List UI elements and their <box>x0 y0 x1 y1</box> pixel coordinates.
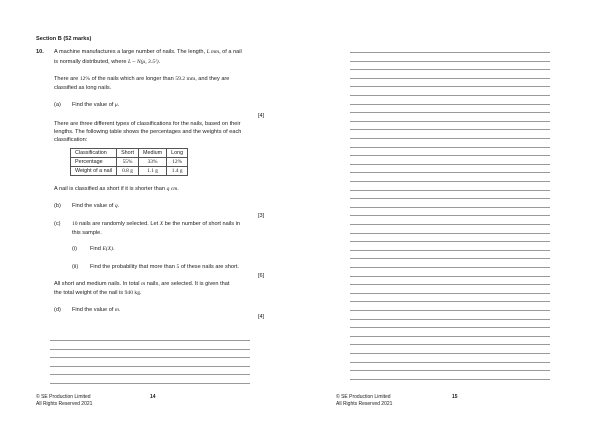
question-intro-line2: is normally distributed, where L ~ N(μ, 3.5²). <box>54 59 161 65</box>
table-cell: 0.8 g <box>117 167 139 176</box>
answer-line <box>350 69 550 70</box>
long-nails-line1: There are 12% of the nails which are longer than 59.2 mm, and they are <box>54 76 230 82</box>
answer-line <box>350 52 550 53</box>
answer-line <box>350 293 550 294</box>
table-cell: 12% <box>167 158 188 167</box>
answer-line <box>350 155 550 156</box>
part-d-text: Find the value of m. <box>72 307 121 313</box>
answer-line <box>350 241 550 242</box>
answer-line <box>50 340 250 341</box>
answer-line <box>350 301 550 302</box>
table-cell: Weight of a nail <box>71 167 117 176</box>
short-nail-definition: A nail is classified as short if it is shorter than q cm. <box>54 186 179 192</box>
part-a-text: Find the value of μ. <box>72 102 120 108</box>
answer-line <box>350 95 550 96</box>
footer-copyright: © SE Production Limited <box>36 394 91 400</box>
table-header-cell: Long <box>167 149 188 158</box>
answer-line <box>50 374 250 375</box>
classification-para-line2: lengths. The following table shows the percentages and the weights of each <box>54 129 242 135</box>
table-cell: 33% <box>138 158 166 167</box>
table-header-cell: Medium <box>138 149 166 158</box>
table-cell: 55% <box>117 158 139 167</box>
footer-rights: All Rights Reserved 2021 <box>336 401 393 407</box>
answer-line <box>350 190 550 191</box>
question-intro-line1: A machine manufactures a large number of nails. The length, L mm, of a nail <box>54 49 242 55</box>
table-cell: 1.4 g <box>167 167 188 176</box>
answer-line <box>350 258 550 259</box>
table-row <box>71 158 188 167</box>
answer-line <box>50 349 250 350</box>
answer-line <box>50 366 250 367</box>
answer-line <box>350 181 550 182</box>
answer-line <box>350 276 550 277</box>
part-c-line2: this sample. <box>72 230 102 236</box>
part-ci-text: Find E(X). <box>90 246 115 252</box>
answer-line <box>350 250 550 251</box>
part-b-marks: [3] <box>258 213 265 219</box>
answer-line <box>50 357 250 358</box>
part-cii-label: (ii) <box>72 264 79 270</box>
table-cell: 1.1 g <box>138 167 166 176</box>
footer-copyright: © SE Production Limited <box>336 394 391 400</box>
answer-line <box>350 362 550 363</box>
table-cell: Percentage <box>71 158 117 167</box>
answer-line <box>50 383 250 384</box>
weight-para-line2: the total weight of the nail is 940 kg. <box>54 290 142 296</box>
section-title: Section B (52 marks) <box>36 36 92 42</box>
answer-line <box>350 319 550 320</box>
answer-line <box>350 344 550 345</box>
part-a-marks: [4] <box>258 113 265 119</box>
answer-line <box>350 284 550 285</box>
answer-line <box>350 327 550 328</box>
answer-line <box>350 267 550 268</box>
question-number: 10. <box>36 49 44 55</box>
part-cii-text: Find the probability that more than 5 of these nails are short. <box>90 264 239 270</box>
part-b-text: Find the value of q. <box>72 203 120 209</box>
answer-line <box>350 147 550 148</box>
answer-line <box>350 112 550 113</box>
table-header-cell: Classification <box>71 149 117 158</box>
table-header-row <box>71 149 188 158</box>
answer-line <box>350 172 550 173</box>
part-ci-label: (i) <box>72 246 77 252</box>
answer-line <box>350 215 550 216</box>
weight-para-line1: All short and medium nails. In total m nails, are selected. It is given that <box>54 281 230 287</box>
answer-line <box>350 164 550 165</box>
part-a-label: (a) <box>54 102 61 108</box>
answer-line <box>350 78 550 79</box>
answer-line <box>350 370 550 371</box>
part-c-marks: [6] <box>258 273 265 279</box>
part-c-label: (c) <box>54 221 61 227</box>
long-nails-line2: classified as long nails. <box>54 85 112 91</box>
answer-line <box>350 379 550 380</box>
part-d-marks: [4] <box>258 314 265 320</box>
page-number: 15 <box>452 394 458 400</box>
page-number: 14 <box>150 394 156 400</box>
footer-rights: All Rights Reserved 2021 <box>36 401 93 407</box>
answer-line <box>350 121 550 122</box>
answer-line <box>350 104 550 105</box>
part-d-label: (d) <box>54 307 61 313</box>
part-b-label: (b) <box>54 203 61 209</box>
classification-para-line1: There are three different types of classifications for the nails, based on their <box>54 121 241 127</box>
classification-para-line3: classification: <box>54 137 88 143</box>
answer-line <box>350 129 550 130</box>
classification-table <box>70 148 188 176</box>
part-c-line1: 10 nails are randomly selected. Let X be the number of short nails in <box>72 221 240 227</box>
table-header-cell: Short <box>117 149 139 158</box>
answer-line <box>350 233 550 234</box>
answer-line <box>350 207 550 208</box>
answer-line <box>350 353 550 354</box>
table-row <box>71 167 188 176</box>
answer-line <box>350 224 550 225</box>
answer-line <box>350 310 550 311</box>
answer-line <box>350 61 550 62</box>
answer-line <box>350 86 550 87</box>
answer-line <box>350 138 550 139</box>
answer-line <box>350 336 550 337</box>
answer-line <box>350 198 550 199</box>
